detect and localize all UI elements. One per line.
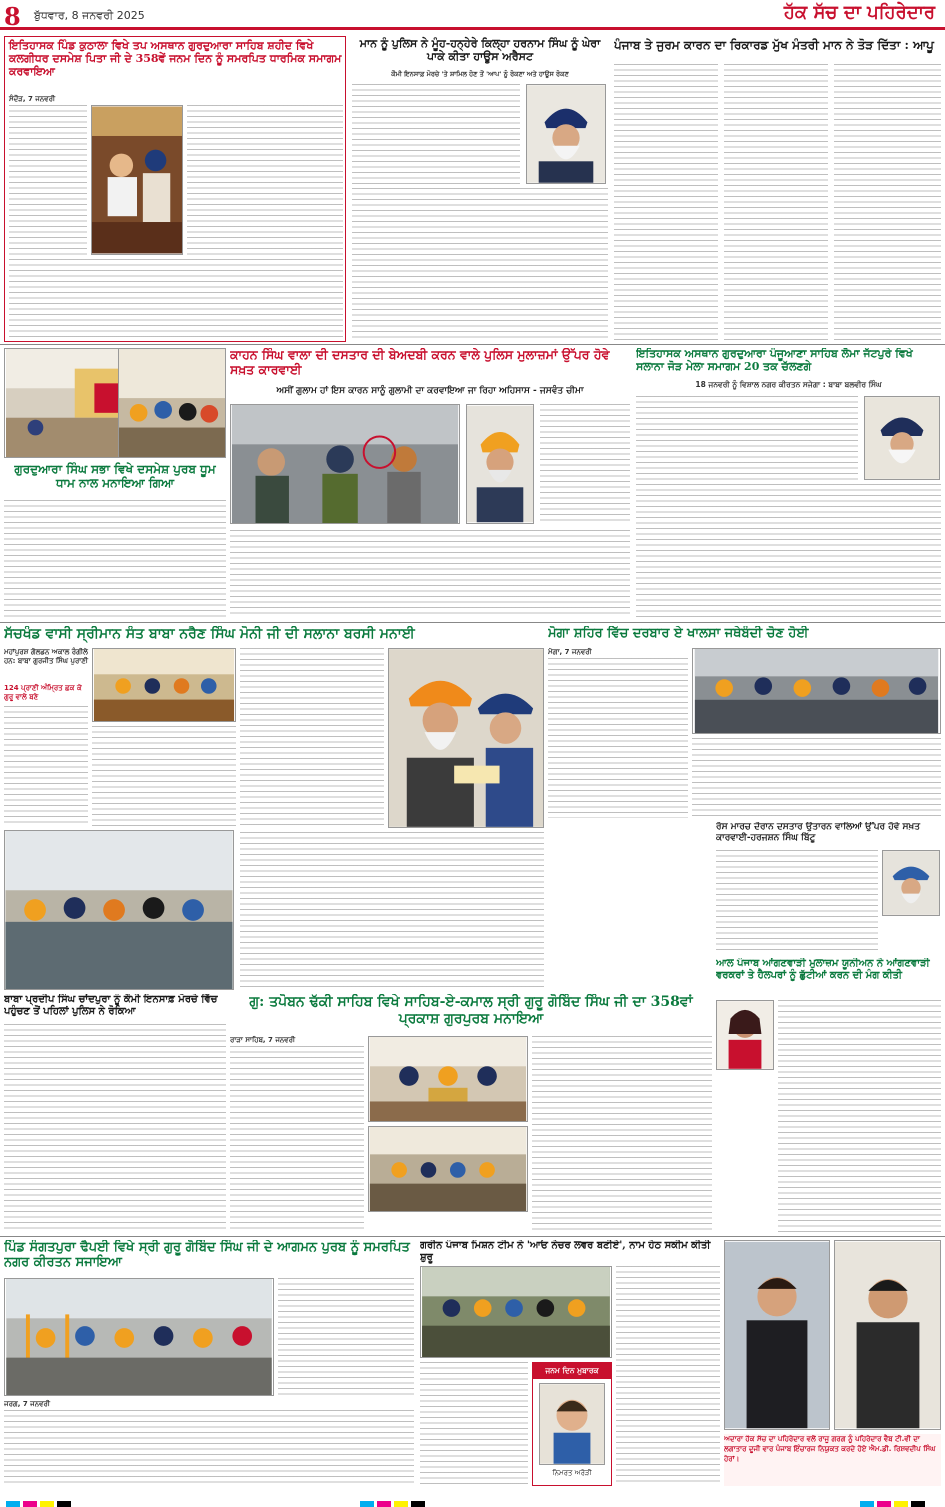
body-text <box>187 105 343 255</box>
birthday-label: ਜਨਮ ਦਿਨ ਮੁਬਾਰਕ <box>533 1363 611 1379</box>
body-text <box>636 396 858 480</box>
headline: ਪਿੰਡ ਸੰਗਤਪੁਰਾ ਢੈਪਈ ਵਿਖੇ ਸ੍ਰੀ ਗੁਰੂ ਗੋਬਿੰਦ ਸਿੰਘ ਜੀ ਦੇ ਆਗਮਨ ਪੁਰਬ ਨੂੰ ਸਮਰਪਿਤ ਨਗਰ ਕੀਰਤਨ ਸਜਾਇਆ <box>4 1240 410 1271</box>
headline: ਮਾਨ ਨੂੰ ਪੁਲਿਸ ਨੇ ਮੂੰਹ-ਹਨ੍ਹੇਰੇ ਕਿਲ੍ਹਾ ਹਰਨਾਮ ਸਿੰਘ ਨੂੰ ਘੇਰਾ ਪਾਕੇ ਕੀਤਾ ਹਾਊਸ ਅਰੈਸਟ <box>359 37 601 63</box>
article-sant-baba <box>4 626 544 992</box>
body-text <box>4 706 88 826</box>
dateline: ਜਰਗ, 7 ਜਨਵਰੀ <box>4 1400 50 1408</box>
honour-photo <box>368 1036 528 1122</box>
mann-portrait <box>526 84 606 184</box>
masthead <box>0 0 945 30</box>
article-singh-sabha <box>4 460 226 620</box>
raju-garg-photo <box>724 1240 830 1430</box>
cheema-portrait <box>466 404 534 524</box>
body-text <box>420 1362 528 1486</box>
headline: ਗੁਰਦੁਆਰਾ ਸਿੰਘ ਸਭਾ ਵਿਖੇ ਦਸਮੇਸ਼ ਪੁਰਬ ਧੂਮ ਧਾਮ ਨਾਲ ਮਨਾਇਆ ਗਿਆ <box>14 462 216 491</box>
issue-date: ਬੁੱਧਵਾਰ, 8 ਜਨਵਰੀ 2025 <box>34 9 145 22</box>
body-text <box>240 648 384 828</box>
print-marks <box>0 1490 945 1507</box>
advert-text: ਅਦਾਰਾ ਹੱਕ ਸੱਚ ਦਾ ਪਹਿਰੇਦਾਰ ਵਲੋਂ ਰਾਜੂ ਗਰਗ ਨੂੰ ਪਹਿਰੇਦਾਰ ਵੈਬ ਟੀ.ਵੀ ਦਾ ਲਗਾਤਾਰ ਦੂਜੀ ਵਾਰ ਪੰਜਾਬ ਇੰਚਾਰਜ ਨਿਯੁਕਤ ਕਰਦੇ ਹੋਏ ਐਮ.ਡੀ. ਰਿਸ਼ਵਦੀਪ ਸਿੰਘ ਹੇਰਾਂ। <box>724 1434 941 1486</box>
article-bittu <box>716 822 941 956</box>
dateline: ਰਾੜਾ ਸਾਹਿਬ, 7 ਜਨਵਰੀ <box>230 1036 296 1044</box>
article-anganwadi <box>716 958 941 1234</box>
award-photo <box>388 648 544 828</box>
protest-photo <box>230 404 460 524</box>
body-text <box>92 726 236 826</box>
headline: ਆਲ ਪੰਜਾਬ ਆਂਗਣਵਾੜੀ ਮੁਲਾਜ਼ਮ ਯੂਨੀਅਨ ਨੇ ਆਂਗਣਵਾੜੀ ਵਰਕਰਾਂ ਤੇ ਹੈਲਪਰਾਂ ਨੂੰ ਛੁੱਟੀਆਂ ਕਰਨ ਦੀ ਮੰਗ ਕੀਤੀ <box>716 958 930 981</box>
body-text <box>4 1410 414 1486</box>
headline: ਮੋਗਾ ਸ਼ਹਿਰ ਵਿੱਚ ਦਰਬਾਰ ਏ ਖਾਲਸਾ ਜਥੇਬੰਦੀ ਚੋਣ ਹੋਈ <box>548 626 809 641</box>
headline: ਪੰਜਾਬ ਤੇ ਜੁਰਮ ਕਾਰਨ ਦਾ ਰਿਕਾਰਡ ਮੁੱਖ ਮੰਤਰੀ ਮਾਨ ਨੇ ਤੋੜ ਦਿੱਤਾ : ਆਪੂ <box>614 38 934 52</box>
article-sangatpura <box>4 1240 414 1488</box>
body-text <box>548 658 688 818</box>
headline: ਰੋਸ ਮਾਰਚ ਦੌਰਾਨ ਦਸਤਾਰ ਉਤਾਰਨ ਵਾਲਿਆਂ ਉੱਪਰ ਹੋਵੇ ਸਖ਼ਤ ਕਾਰਵਾਈ-ਹਰਜਸ਼ਨ ਸਿੰਘ ਬਿੱਟੂ <box>716 822 921 843</box>
body-text <box>532 1036 712 1232</box>
body-text <box>4 1024 226 1232</box>
body-text <box>616 1266 720 1486</box>
body-text <box>692 738 941 818</box>
headline: ਬਾਬਾ ਪ੍ਰਦੀਪ ਸਿੰਘ ਚਾਂਦਪੁਰਾ ਨੂੰ ਕੌਮੀ ਇਨਸਾਫ਼ ਮੋਰਚੇ ਵਿੱਚ ਪਹੁੰਚਣ ਤੋਂ ਪਹਿਲਾਂ ਪੁਲਿਸ ਨੇ ਰੋਕਿਆ <box>4 994 218 1017</box>
body-text <box>352 188 608 338</box>
body-text <box>9 259 343 339</box>
headline: ਇਤਿਹਾਸਕ ਪਿੰਡ ਕੁਠਾਲਾ ਵਿਖੇ ਤਪ ਅਸਥਾਨ ਗੁਰਦੁਆਰਾ ਸਾਹਿਬ ਸ਼ਹੀਦ ਵਿਖੇ ਕਲਗੀਧਰ ਦਸਮੇਸ਼ ਪਿਤਾ ਜੀ ਦੇ 358ਵੇਂ ਜਨਮ ਦਿਨ ਨੂੰ ਸਮਰਪਿਤ ਧਾਰਮਿਕ ਸਮਾਗਮ ਕਰਵਾਇਆ <box>9 39 342 78</box>
sangat-group-photo <box>4 830 234 990</box>
advert-appointment <box>724 1240 941 1488</box>
article-kalgidhar <box>4 36 346 342</box>
article-moga-khalsa <box>548 626 941 820</box>
rishavdeep-photo <box>834 1240 941 1430</box>
body-text <box>834 64 941 340</box>
brand-logo: ਹੱਕ ਸੱਚ ਦਾ ਪਹਿਰੇਦਾਰ <box>783 2 935 23</box>
sangat-photo <box>118 348 226 458</box>
article-green-punjab <box>420 1240 720 1488</box>
subhead: ਅਸੀਂ ਗੁਲਾਮ ਹਾਂ ਇਸ ਕਾਰਨ ਸਾਨੂੰ ਗੁਲਾਮੀ ਦਾ ਕਰਵਾਇਆ ਜਾ ਰਿਹਾ ਅਹਿਸਾਸ - ਜਸਵੰਤ ਚੀਮਾ <box>276 386 584 396</box>
article-chandpura <box>4 994 226 1234</box>
headline: ਇਤਿਹਾਸਕ ਅਸਥਾਨ ਗੁਰਦੁਆਰਾ ਪੰਜੂਆਣਾ ਸਾਹਿਬ ਲੋਮਾ ਜੱਟਪੁਰੇ ਵਿਖੇ ਸਲਾਨਾ ਜੋੜ ਮੇਲਾ ਸਮਾਗਮ 20 ਤਕ ਚੱਲਣਗੇ <box>636 348 913 373</box>
article-crime-record <box>614 36 941 342</box>
body-text <box>778 1000 941 1232</box>
dateline: ਸੰਦੌੜ, 7 ਜਨਵਰੀ <box>9 95 56 103</box>
article-jatpur-mela <box>636 348 941 620</box>
body-text <box>352 84 520 184</box>
side-subhead-2: 124 ਪ੍ਰਾਣੀ ਅੰਮ੍ਰਿਤ ਛਕ ਕੇ ਗੁਰੂ ਵਾਲੇ ਬਣੇ <box>4 684 82 701</box>
body-text <box>240 832 544 990</box>
headline: ਗੁ: ਤਪੋਬਨ ਢੱਕੀ ਸਾਹਿਬ ਵਿਖੇ ਸਾਹਿਬ-ਏ-ਕਮਾਲ ਸ੍ਰੀ ਗੁਰੂ ਗੋਬਿੰਦ ਸਿੰਘ ਜੀ ਦਾ 358ਵਾਂ ਪ੍ਰਕਾਸ਼ ਗੁਰਪੁਰਬ ਮਨਾਇਆ <box>249 994 693 1027</box>
nagar-kirtan-photo <box>4 1278 274 1396</box>
body-text <box>540 404 630 524</box>
body-text <box>614 64 718 340</box>
balvir-singh-portrait <box>864 396 940 480</box>
article-mann-arrest <box>352 36 608 342</box>
body-text <box>278 1278 414 1396</box>
page-number: 8 <box>4 2 21 31</box>
body-text <box>9 105 87 255</box>
bittu-portrait <box>882 850 940 916</box>
body-text <box>230 1046 364 1232</box>
side-subhead: ਮਹਾਂਪੁਰਸ਼ ਗੋਲਡਨ ਅਕਾਲ ਰੰਗੀਲੇ ਹਨ: ਬਾਬਾ ਗੁਰਜੀਤ ਸਿੰਘ ਪੁਰਾਣੀ <box>4 648 88 665</box>
subhead: 18 ਜਨਵਰੀ ਨੂੰ ਵਿਸ਼ਾਲ ਨਗਰ ਕੀਰਤਨ ਸਜੇਗਾ : ਬਾਬਾ ਬਲਵੀਰ ਸਿੰਘ <box>695 380 882 389</box>
dateline: ਮੋਗਾ, 7 ਜਨਵਰੀ <box>548 648 592 656</box>
headline: ਗਰੀਨ ਪੰਜਾਬ ਮਿਸ਼ਨ ਟੀਮ ਨੇ 'ਆਓ ਨੇਚਰ ਲਵਰ ਬਣੀਏ', ਨਾਮ ਹੇਠ ਸਕੀਮ ਕੀਤੀ ਸ਼ੁਰੂ <box>420 1240 711 1263</box>
article-kahan-singh <box>230 348 630 620</box>
body-text <box>716 850 878 954</box>
headline: ਕਾਹਨ ਸਿੰਘ ਵਾਲਾ ਦੀ ਦਸਤਾਰ ਦੀ ਬੇਅਦਬੀ ਕਰਨ ਵਾਲੇ ਪੁਲਿਸ ਮੁਲਾਜ਼ਮਾਂ ਉੱਪਰ ਹੋਵੇ ਸਖ਼ਤ ਕਾਰਵਾਈ <box>230 348 610 377</box>
birthday-box <box>532 1362 612 1486</box>
article-tapoban <box>230 994 712 1234</box>
subhead: ਕੌਮੀ ਇਨਸਾਫ਼ ਮੋਰਚੇ 'ਤੇ ਸ਼ਾਮਿਲ ਹੋਣ ਤੋਂ 'ਆਪ' ਨੂੰ ਰੋਕਣਾ ਅਤੇ ਹਾਊਸ ਰੋਕਣ <box>391 70 569 78</box>
sangat-hall-photo <box>368 1126 528 1212</box>
birthday-name: ਨਿਮਰਤ ਅਰੋੜੀ <box>552 1469 592 1477</box>
green-team-photo <box>420 1266 612 1358</box>
body-text <box>724 64 828 340</box>
body-text <box>636 484 941 618</box>
child-photo <box>539 1383 605 1465</box>
body-text <box>230 530 630 618</box>
kirtan-photo <box>91 105 183 255</box>
kirtan-stage-photo <box>92 648 236 722</box>
body-text <box>4 500 226 618</box>
khalsa-meeting-photo <box>692 648 941 734</box>
anganwadi-portrait <box>716 1000 774 1070</box>
headline: ਸੱਚਖੰਡ ਵਾਸੀ ਸ੍ਰੀਮਾਨ ਸੰਤ ਬਾਬਾ ਨਰੈਣ ਸਿੰਘ ਮੋਨੀ ਜੀ ਦੀ ਸਲਾਨਾ ਬਰਸੀ ਮਨਾਈ <box>4 626 415 642</box>
